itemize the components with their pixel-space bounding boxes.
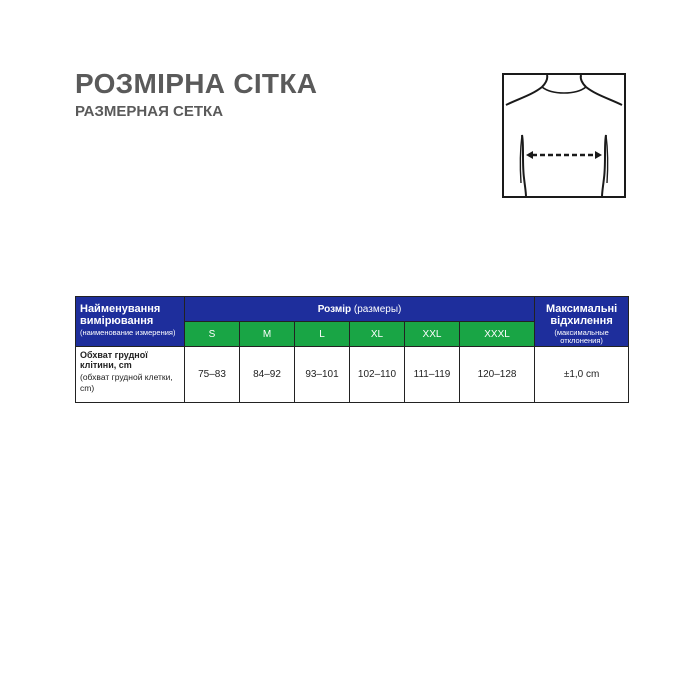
size-chart-table <box>75 296 629 403</box>
value-s: 75–83 <box>185 347 240 403</box>
param-header-label: Найменування вимірювання <box>80 303 161 327</box>
size-header-label: Розмір <box>317 303 352 315</box>
size-header-label-ru: (размеры) <box>353 303 402 315</box>
deviation-header-cell <box>535 297 629 347</box>
param-cell <box>76 347 185 403</box>
value-xxl: 111–119 <box>405 347 460 403</box>
param-header-label-ru: (наименование измерения) <box>80 328 176 337</box>
value-xxxl: 120–128 <box>460 347 535 403</box>
deviation-header-label: Максимальні відхилення <box>545 303 618 327</box>
page-subtitle: РАЗМЕРНАЯ СЕТКА <box>75 103 224 120</box>
size-label-xl: XL <box>350 322 405 347</box>
size-label-xxl: XXL <box>405 322 460 347</box>
size-label-s: S <box>185 322 240 347</box>
value-l: 93–101 <box>295 347 350 403</box>
param-label-ru: (обхват грудной клетки, cm) <box>80 372 173 393</box>
deviation-header-label-ru: (максимальные отклонения) <box>554 328 609 345</box>
value-xl: 102–110 <box>350 347 405 403</box>
size-label-l: L <box>295 322 350 347</box>
table-row <box>76 347 629 403</box>
size-label-xxxl: XXXL <box>460 322 535 347</box>
size-label-m: M <box>240 322 295 347</box>
param-label: Обхват грудної клітини, cm <box>80 350 148 370</box>
size-header-cell <box>185 297 535 322</box>
page-title: РОЗМІРНА СІТКА <box>75 68 318 99</box>
param-header-cell <box>76 297 185 347</box>
value-m: 84–92 <box>240 347 295 403</box>
deviation-value: ±1,0 cm <box>535 347 629 403</box>
chest-measurement-icon <box>502 73 626 198</box>
